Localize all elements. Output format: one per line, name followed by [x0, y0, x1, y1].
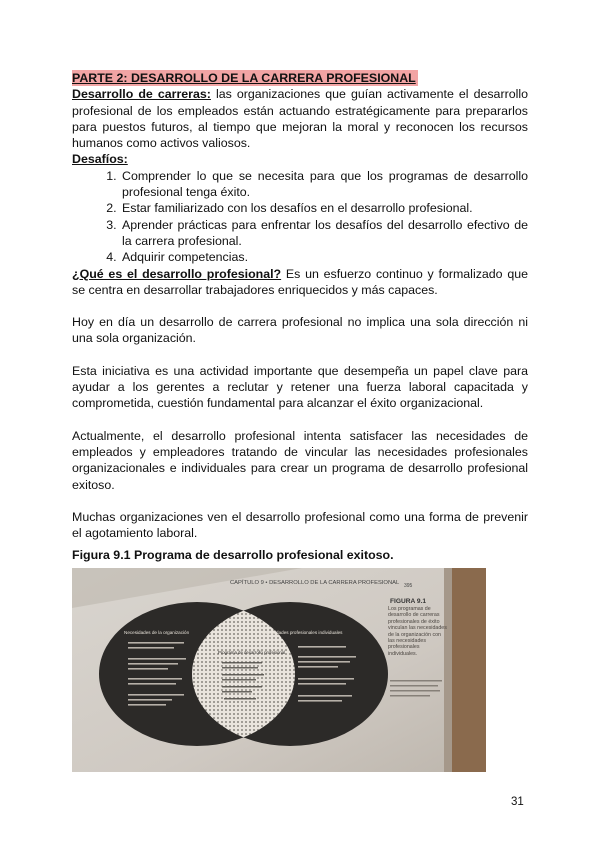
figure-caption: Figura 9.1 Programa de desarrollo profesional exitoso. — [72, 548, 394, 562]
left-circle-heading: Necesidades de la organización — [124, 630, 190, 635]
intro-term: Desarrollo de carreras: — [72, 87, 211, 102]
body-paragraph: Muchas organizaciones ven el desarrollo profesional como una forma de prevenir el agotamiento laboral. — [72, 509, 528, 541]
figure-description: Los programas de desarrollo de carreras profesionales de éxito vinculan las necesidades de la organización con las necesidades profesionales individuales. — [388, 606, 447, 657]
body-paragraph: Hoy en día un desarrollo de carrera profesional no implica una sola dirección ni una sola organización. — [72, 315, 528, 346]
list-item: 1. Comprender lo que se necesita para que los programas de desarrollo profesional tenga éxito. — [120, 168, 528, 201]
definition-paragraph — [72, 266, 528, 299]
definition-text: Es un esfuerzo continuo y formalizado que se centra en desarrollar trabajadores enriquecidos y más capaces. — [72, 266, 529, 297]
challenges-list — [72, 168, 528, 266]
figure-label: FIGURA 9.1 — [390, 598, 427, 605]
definition-question: ¿Qué es el desarrollo profesional? — [72, 266, 282, 281]
section-title: PARTE 2: DESARROLLO DE LA CARRERA PROFESIONAL — [72, 71, 416, 85]
challenges-heading: Desafíos: — [72, 152, 128, 167]
figure-header: CAPÍTULO 9 • DESARROLLO DE LA CARRERA PROFESIONAL — [230, 580, 400, 586]
right-circle-heading: Necesidades profesionales individuales — [262, 630, 343, 635]
document-body — [72, 70, 528, 541]
list-item: 2. Estar familiarizado con los desafíos en el desarrollo profesional. — [120, 200, 528, 216]
list-item: 4. Adquirir competencias. — [120, 249, 528, 265]
figure-photo — [72, 568, 486, 772]
page-number: 31 — [511, 796, 524, 808]
body-paragraph: Actualmente, el desarrollo profesional intenta satisfacer las necesidades de empleados y empleadores tratando de vincular las necesidades profesionales organizacionales e individuales para crear un programa de desarrollo profesional exitoso. — [72, 428, 528, 492]
intro-paragraph — [72, 86, 528, 151]
list-item: 3. Aprender prácticas para enfrentar los desafíos del desarrollo efectivo de la carrera profesional. — [120, 217, 528, 250]
intro-text: las organizaciones que guían activamente el desarrollo profesional de los empleados están actuando estratégicamente para prepararlos para puestos futuros, al tiempo que mejoran la moral y reconocen los recursos humanos como activos valiosos. — [72, 87, 528, 151]
body-paragraph: Esta iniciativa es una actividad importante que desempeña un papel clave para ayudar a los gerentes a reclutar y retener una fuerza laboral capacitada y comprometida, cuestión fundamental para alcanzar el éxito organizacional. — [72, 363, 528, 411]
center-heading: Programa de desarrollo profesional — [218, 650, 286, 655]
figure-page-ref: 395 — [404, 583, 413, 589]
